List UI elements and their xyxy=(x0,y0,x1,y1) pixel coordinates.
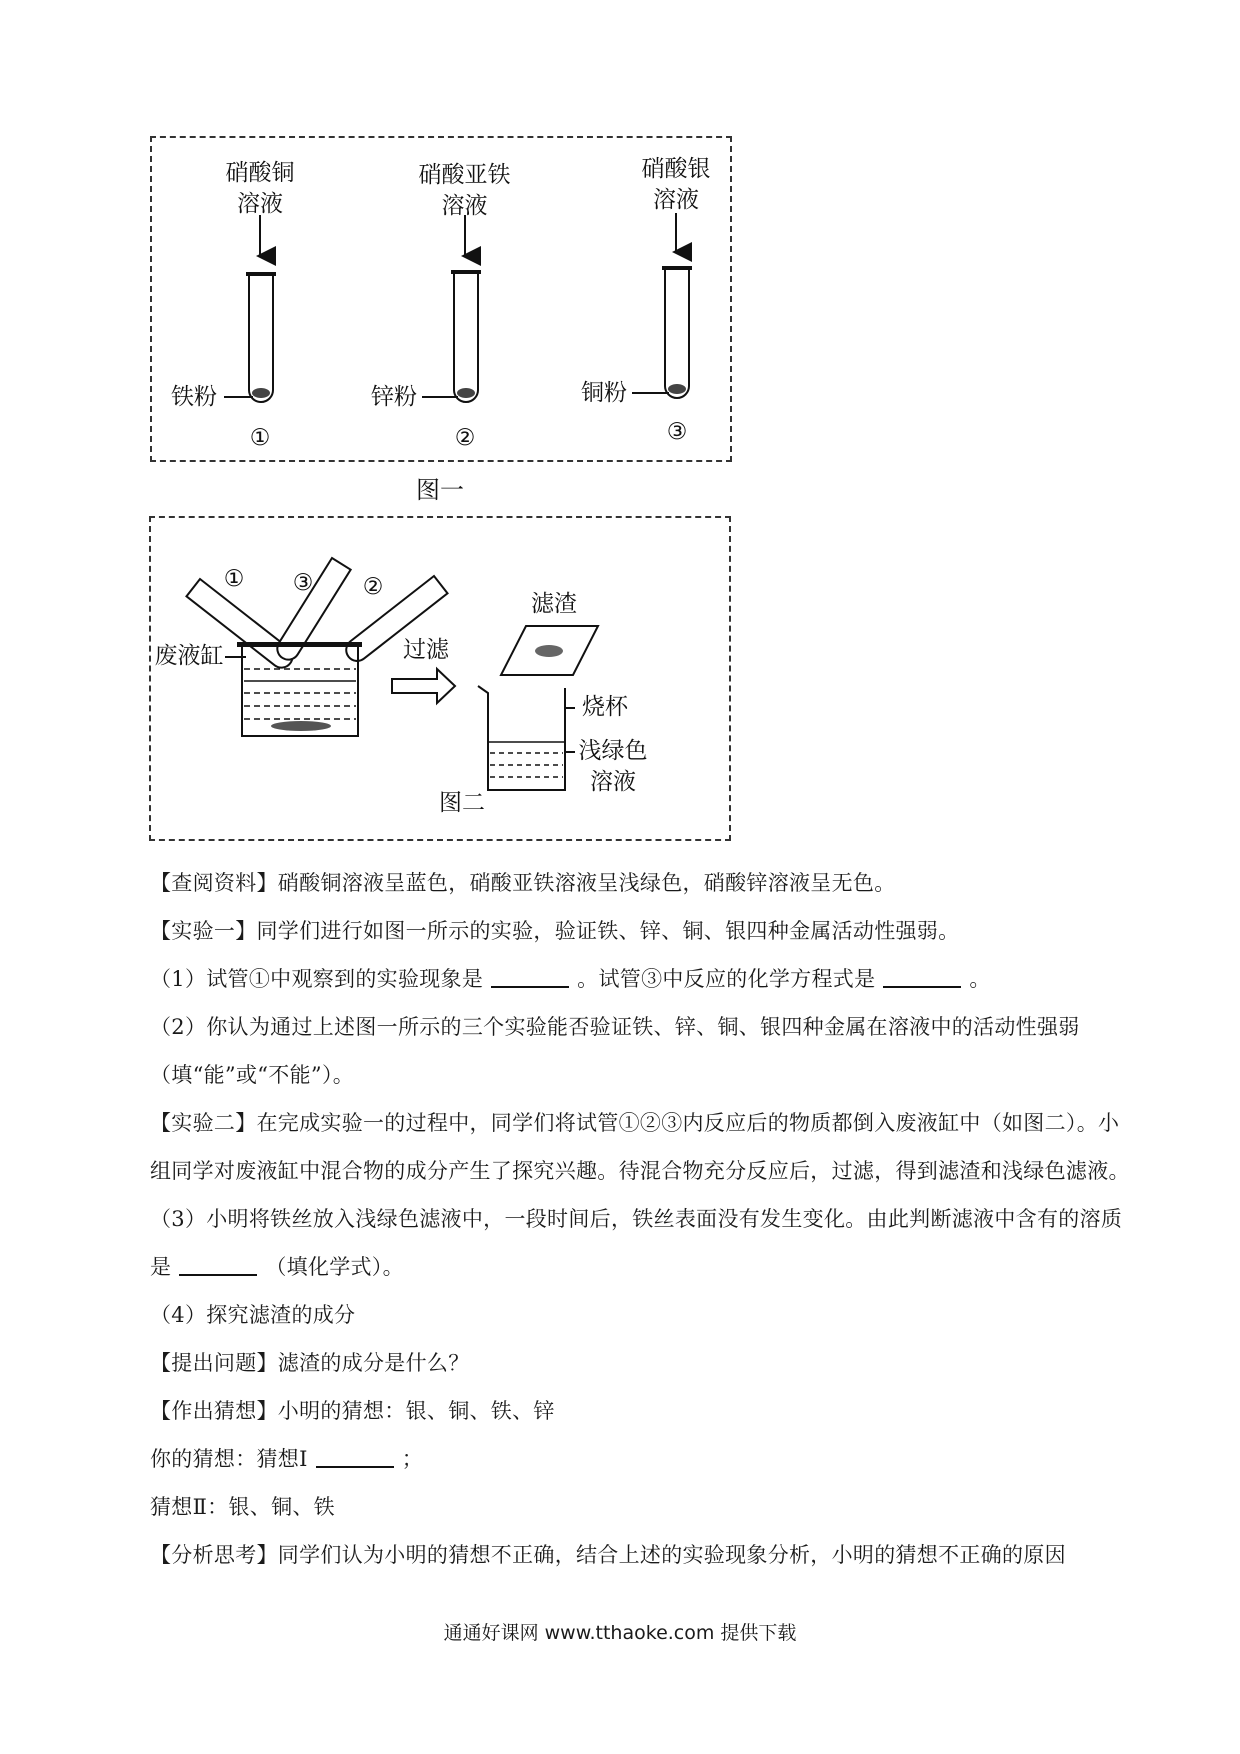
guess-1-label: 你的猜想：猜想Ⅰ xyxy=(150,1447,308,1471)
paragraph-1: 【查阅资料】硝酸铜溶液呈蓝色，硝酸亚铁溶液呈浅绿色，硝酸锌溶液呈无色。 xyxy=(150,871,896,895)
paragraph-9 xyxy=(150,1252,1140,1282)
question-1-part-b: 。试管③中反应的化学方程式是 xyxy=(577,967,876,991)
test-tube-2 xyxy=(422,215,481,402)
tube-1-number: ① xyxy=(249,425,271,451)
tube-1-metal: 铁粉 xyxy=(171,384,217,410)
figure-2-caption: 图二 xyxy=(439,790,485,816)
tube-2-reagent-line1: 硝酸亚铁 xyxy=(418,162,511,188)
paragraph-15: 【分析思考】同学们认为小明的猜想不正确，结合上述的实验现象分析，小明的猜想不正确的原因 xyxy=(150,1543,1066,1567)
filter-arrow xyxy=(392,669,455,703)
answer-blank-1[interactable] xyxy=(491,966,569,988)
paragraph-13 xyxy=(150,1444,1140,1474)
question-3-part-a: 是 xyxy=(150,1255,172,1279)
figure-2 xyxy=(149,516,731,841)
paragraph-8: （3）小明将铁丝放入浅绿色滤液中，一段时间后，铁丝表面没有发生变化。由此判断滤液中含有的溶质 xyxy=(150,1207,1123,1231)
tube-3-reagent-line1: 硝酸银 xyxy=(641,156,711,182)
figure-1-caption: 图一 xyxy=(416,476,464,504)
paragraph-10: （4）探究滤渣的成分 xyxy=(150,1303,356,1327)
test-tube-1 xyxy=(224,215,276,402)
answer-blank-3[interactable] xyxy=(179,1254,257,1276)
paragraph-4: （2）你认为通过上述图一所示的三个实验能否验证铁、锌、铜、银四种金属在溶液中的活动性强弱 xyxy=(150,1015,1080,1039)
filter-label: 过滤 xyxy=(403,637,449,663)
tilted-tube-3-number: ③ xyxy=(292,570,314,596)
tilted-tube-2-number: ② xyxy=(362,574,384,600)
paragraph-11: 【提出问题】滤渣的成分是什么？ xyxy=(150,1351,470,1375)
tube-2-reagent-line2: 溶液 xyxy=(441,193,488,219)
beaker xyxy=(478,686,575,790)
tube-2-reagent xyxy=(407,160,522,222)
paragraph-5: （填“能”或“不能”）。 xyxy=(150,1063,355,1087)
tube-1-reagent-line2: 溶液 xyxy=(237,191,283,217)
tube-1-reagent-line1: 硝酸铜 xyxy=(225,160,295,186)
paragraph-6: 【实验二】在完成实验一的过程中，同学们将试管①②③内反应后的物质都倒入废液缸中（如图二）。小 xyxy=(150,1111,1120,1135)
tube-3-reagent-line2: 溶液 xyxy=(653,187,699,213)
paragraph-7: 组同学对废液缸中混合物的成分产生了探究兴趣。待混合物充分反应后，过滤，得到滤渣和浅绿色滤液。 xyxy=(150,1159,1130,1183)
tube-3-number: ③ xyxy=(666,419,688,445)
question-3-part-b: （填化学式）。 xyxy=(265,1255,404,1279)
paragraph-12: 【作出猜想】小明的猜想：银、铜、铁、锌 xyxy=(150,1399,555,1423)
residue-label: 滤渣 xyxy=(531,591,577,617)
solution-label-line2: 溶液 xyxy=(590,769,636,795)
answer-blank-4[interactable] xyxy=(316,1446,394,1468)
tube-2-metal: 锌粉 xyxy=(371,384,417,410)
paragraph-3 xyxy=(150,964,1140,994)
tube-3-metal: 铜粉 xyxy=(581,380,627,406)
footer: 通通好课网 www.tthaoke.com 提供下载 xyxy=(443,1622,797,1644)
test-tube-3 xyxy=(632,213,692,398)
beaker-label: 烧杯 xyxy=(582,694,628,720)
guess-1-end: ； xyxy=(401,1447,424,1471)
solution-label xyxy=(571,736,655,798)
answer-blank-2[interactable] xyxy=(883,966,961,988)
question-1-part-a: （1）试管①中观察到的实验现象是 xyxy=(150,967,484,991)
paragraph-14: 猜想Ⅱ：银、铜、铁 xyxy=(150,1495,335,1519)
filter-paper xyxy=(501,626,598,675)
paragraph-2: 【实验一】同学们进行如图一所示的实验，验证铁、锌、铜、银四种金属活动性强弱。 xyxy=(150,919,960,943)
solution-label-line1: 浅绿色 xyxy=(578,738,648,764)
tilted-tube-1-number: ① xyxy=(223,566,245,592)
waste-tank-label: 废液缸 xyxy=(154,643,224,669)
tube-3-reagent xyxy=(626,154,726,216)
tube-2-number: ② xyxy=(454,425,476,451)
figure-1 xyxy=(150,136,732,462)
question-1-part-c: 。 xyxy=(969,967,991,991)
tube-1-reagent xyxy=(210,158,310,220)
